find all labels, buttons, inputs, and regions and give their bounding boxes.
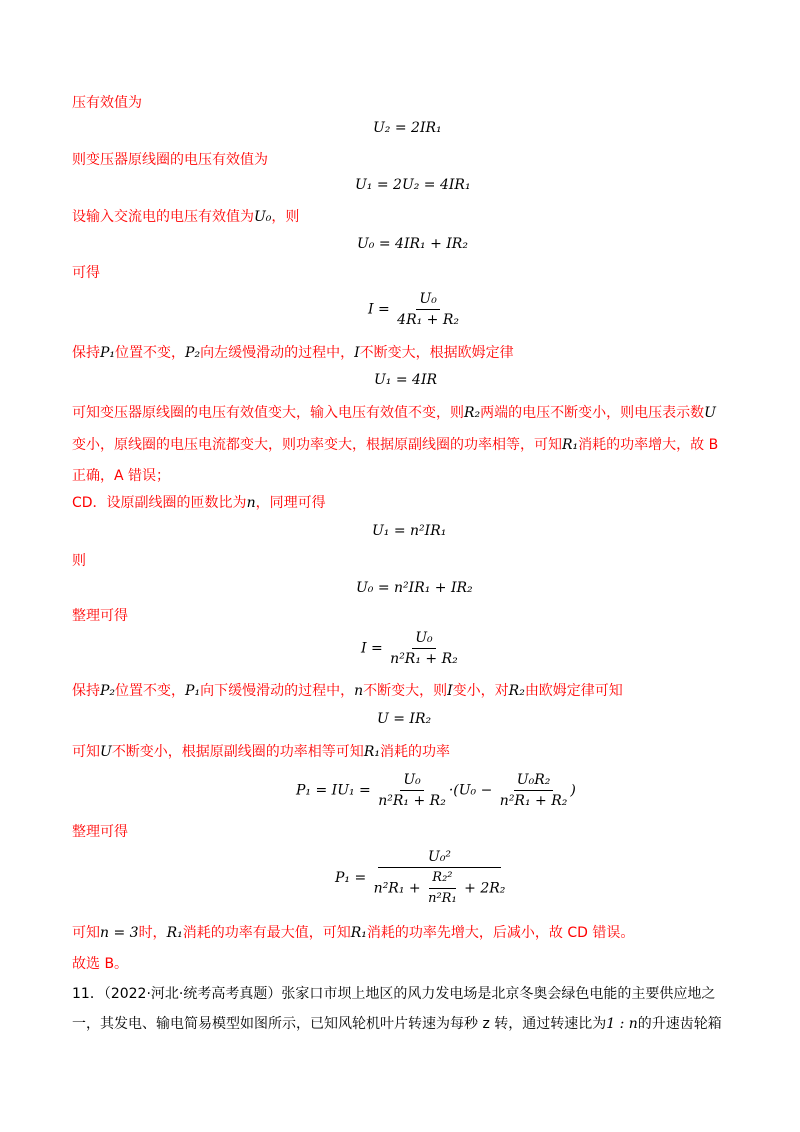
text-line: 故选 B。	[72, 956, 129, 972]
text-line: 保持P₁位置不变，P₂向左缓慢滑动的过程中，I不断变大，根据欧姆定律	[72, 345, 514, 361]
equation-p1-final: P₁ = U₀² n²R₁ + $\frac{\text{R₂²}}{\text{n²R₁}}$ + 2R₂	[335, 849, 506, 906]
question-11-line: 一，其发电、输电简易模型如图所示，已知风轮机叶片转速为每秒 z 转，通过转速比为1 : n的升速齿轮箱	[72, 1016, 722, 1032]
text-line: 可知U不断变小，根据原副线圈的功率相等可知R₁消耗的功率	[72, 744, 450, 760]
text-line: 则变压器原线圈的电压有效值为	[72, 152, 268, 168]
equation-i-fraction: I = $\frac{\text{U₀}}{\text{4R₁ + R₂}}$	[368, 291, 460, 328]
text-line: 压有效值为	[72, 95, 142, 111]
equation-i-fraction-n: I = $\frac{\text{U₀}}{\text{n²R₁ + R₂}}$	[361, 630, 458, 667]
equation-u1: U₁ = 2U₂ = 4IR₁	[355, 177, 471, 193]
text-line: 整理可得	[72, 824, 128, 840]
question-11-line: 11．（2022·河北·统考高考真题）张家口市坝上地区的风力发电场是北京冬奥会绿色电能的主要供应地之	[72, 986, 716, 1002]
equation-u0: U₀ = 4IR₁ + IR₂	[357, 236, 468, 252]
equation-u-ir2: U = IR₂	[377, 711, 432, 727]
text-line: 正确，A 错误；	[72, 468, 171, 484]
text-line: 则	[72, 553, 86, 569]
text-line: 变小，原线圈的电压电流都变大，则功率变大，根据原副线圈的功率相等，可知R₁消耗的功率增大，故 B	[72, 437, 719, 453]
text-line: 可知n = 3时，R₁消耗的功率有最大值，可知R₁消耗的功率先增大，后减小，故 CD 错误。	[72, 925, 635, 941]
equation-u1-4ir: U₁ = 4IR	[374, 372, 438, 388]
text-line: CD．设原副线圈的匝数比为n，同理可得	[72, 495, 326, 511]
text-line: 可知变压器原线圈的电压有效值变大，输入电压有效值不变，则R₂两端的电压不断变小，则电压表示数U	[72, 405, 716, 421]
text-line: 设输入交流电的电压有效值为U₀，则	[72, 209, 300, 225]
equation-u2: U₂ = 2IR₁	[373, 120, 442, 136]
text-line: 保持P₂位置不变，P₁向下缓慢滑动的过程中，n不断变大，则I变小，对R₂由欧姆定律可知	[72, 683, 623, 699]
text-line: 整理可得	[72, 608, 128, 624]
equation-u1-n2: U₁ = n²IR₁	[372, 523, 447, 539]
text-line: 可得	[72, 265, 100, 281]
equation-u0-n2: U₀ = n²IR₁ + IR₂	[356, 580, 473, 596]
equation-p1-product: P₁ = IU₁ = $\frac{\text{U₀}}{\text{n²R₁ + R₂}}$ ·(U₀ − $\frac{\text{U₀R₂}}{\text{n²R₁ + R₂}}$ )	[296, 772, 576, 809]
